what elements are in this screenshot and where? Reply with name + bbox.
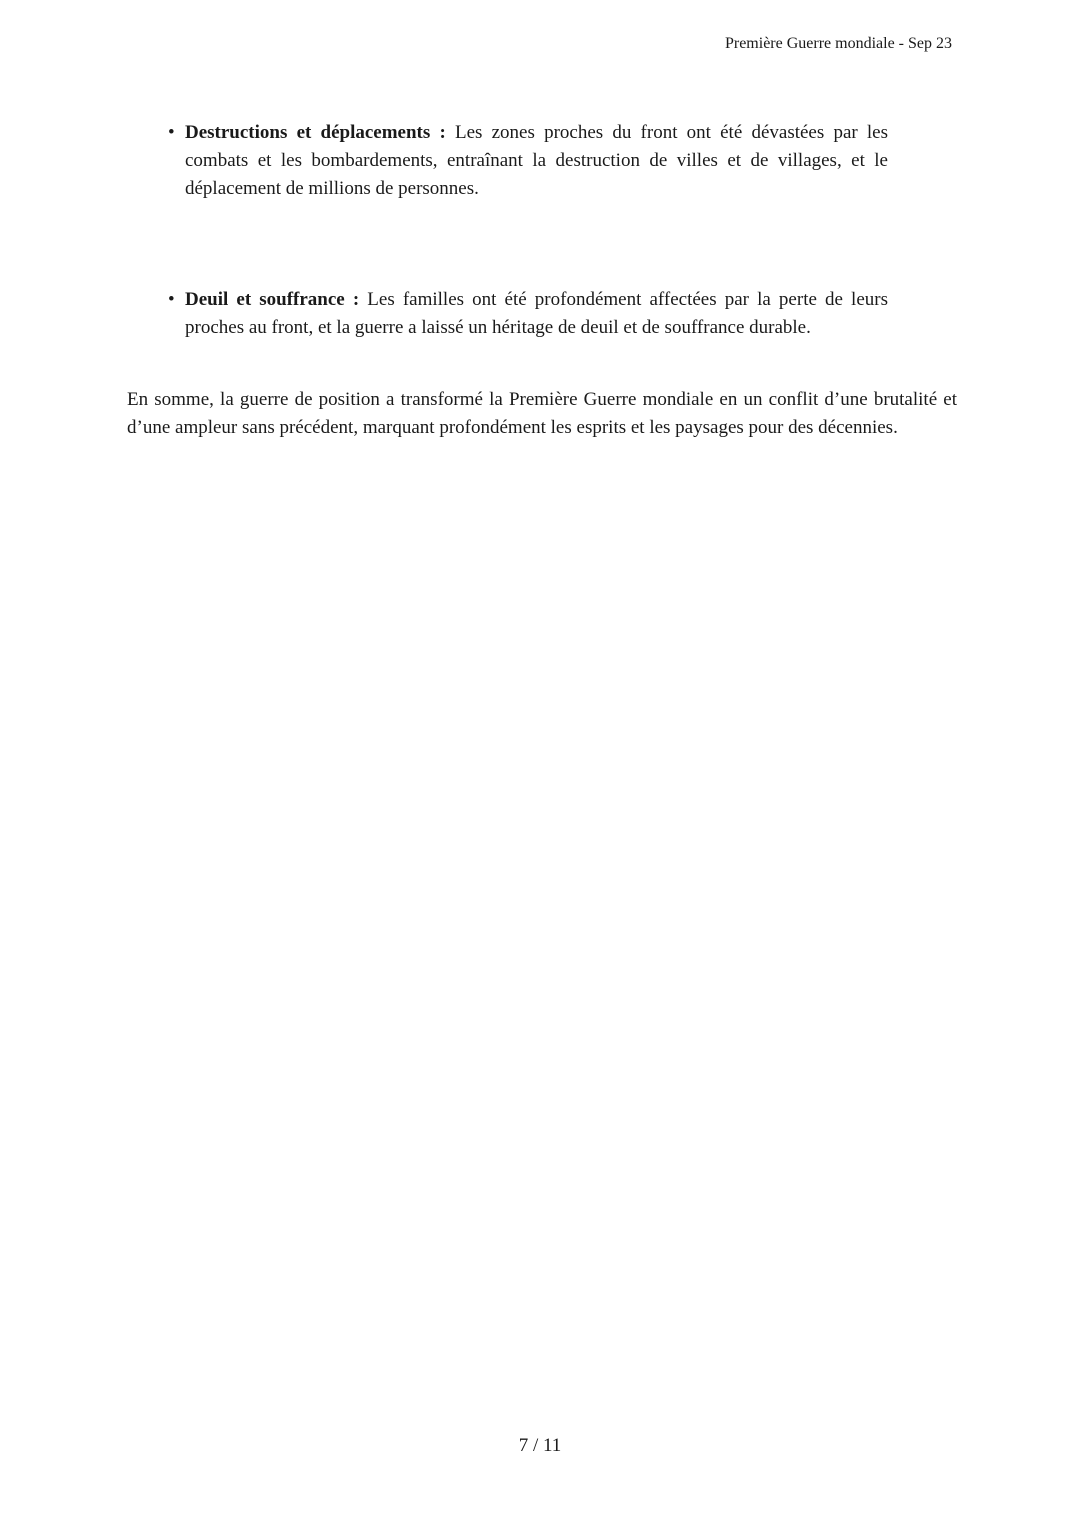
list-item-text <box>185 119 888 203</box>
closing-paragraph: En somme, la guerre de position a transformé la Première Guerre mondiale en un conflit d’une brutalité et d’une ampleur sans précédent, marquant profondément les esprits et les paysages pour des décennies. <box>127 389 957 438</box>
list-item <box>168 119 888 203</box>
list-item-term: Deuil et souffrance : <box>185 289 360 310</box>
bullet-marker: • <box>168 289 175 310</box>
list-item-body: Les familles ont été profondément affectées par la perte de leurs proches au front, et la guerre a laissé un héritage de deuil et de souffrance durable. <box>185 289 888 338</box>
list-item <box>168 286 888 342</box>
list-item-term: Destructions et déplacements : <box>185 122 446 143</box>
page-number: 7 / 11 <box>518 1435 562 1456</box>
list-item-text <box>185 286 888 342</box>
page-footer <box>0 1433 1080 1459</box>
page-header <box>725 34 952 54</box>
header-title: Première Guerre mondiale - Sep 23 <box>724 35 952 52</box>
bullet-marker: • <box>168 122 175 143</box>
bullet-list <box>168 119 888 342</box>
list-item-body: Les zones proches du front ont été dévastées par les combats et les bombardements, entraînant la destruction de villes et de villages, et le déplacement de millions de personnes. <box>185 122 889 199</box>
